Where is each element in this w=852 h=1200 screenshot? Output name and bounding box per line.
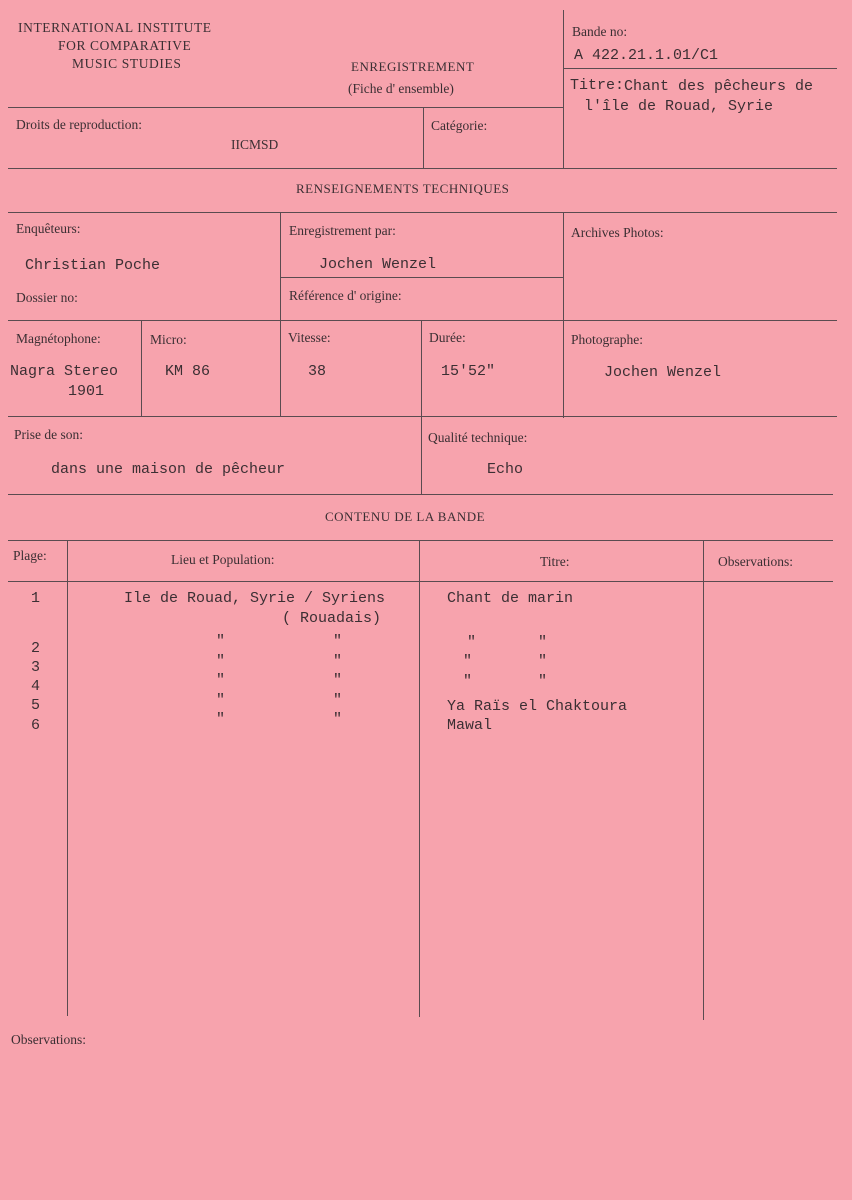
magnetophone-value1: Nagra Stereo — [10, 363, 119, 380]
table-row-plage: 2 — [31, 640, 41, 657]
ditto-mark: " — [333, 633, 343, 650]
titre-line1: Chant des pêcheurs de — [624, 78, 814, 95]
qualite-label: Qualité technique: — [428, 430, 528, 445]
table-row-titre: Chant de marin — [447, 590, 574, 607]
col-header-lieu: Lieu et Population: — [171, 552, 275, 567]
ditto-mark: " — [216, 692, 226, 709]
rule-table-col2 — [419, 540, 420, 1017]
table-row-plage: 5 — [31, 697, 41, 714]
photographe-value: Jochen Wenzel — [604, 364, 722, 381]
ditto-mark: " — [216, 672, 226, 689]
bande-value: A 422.21.1.01/C1 — [574, 47, 719, 64]
section-renseignements: RENSEIGNEMENTS TECHNIQUES — [296, 181, 510, 196]
observations-label: Observations: — [11, 1032, 86, 1047]
archives-label: Archives Photos: — [571, 225, 664, 240]
table-row-plage: 3 — [31, 659, 41, 676]
droits-label: Droits de reproduction: — [16, 117, 142, 132]
ditto-mark: " — [216, 653, 226, 670]
ditto-mark: " — [333, 672, 343, 689]
bande-label: Bande no: — [572, 24, 628, 39]
rule-magneto-micro — [141, 320, 142, 416]
rule-contenu-bottom — [8, 540, 833, 541]
rule-droits-categorie — [423, 107, 424, 168]
enregistrement-par-label: Enregistrement par: — [289, 223, 396, 238]
rule-v2 — [563, 212, 564, 418]
micro-label: Micro: — [150, 332, 187, 347]
magnetophone-value2: 1901 — [68, 383, 105, 400]
institute-line2: FOR COMPARATIVE — [58, 38, 192, 53]
rule-row3-bottom — [8, 494, 833, 495]
ditto-mark: " — [216, 711, 226, 728]
table-row-lieu: Ile de Rouad, Syrie / Syriens — [124, 590, 386, 607]
table-row-plage: 4 — [31, 678, 41, 695]
table-row-lieu-cont: ( Rouadais) — [282, 610, 382, 627]
categorie-label: Catégorie: — [431, 118, 488, 133]
rule-enreg-ref — [280, 277, 563, 278]
rule-header-bottom — [8, 168, 837, 169]
magnetophone-label: Magnétophone: — [16, 331, 101, 346]
vitesse-value: 38 — [308, 363, 327, 380]
ditto-mark: " — [463, 673, 473, 690]
ditto-mark: " — [333, 653, 343, 670]
ditto-mark: " — [467, 634, 477, 651]
prise-value: dans une maison de pêcheur — [51, 461, 286, 478]
enregistrement-subtitle: (Fiche d' ensemble) — [348, 81, 454, 96]
section-contenu: CONTENU DE LA BANDE — [325, 509, 486, 524]
titre-line2: l'île de Rouad, Syrie — [584, 98, 774, 115]
ditto-mark: " — [538, 673, 548, 690]
rule-vitesse-duree — [421, 320, 422, 494]
titre-label: Titre: — [570, 77, 625, 94]
duree-label: Durée: — [429, 330, 466, 345]
ditto-mark: " — [463, 653, 473, 670]
rule-header-divider — [563, 10, 564, 168]
rule-table-col1 — [67, 540, 68, 1016]
prise-label: Prise de son: — [14, 427, 83, 442]
reference-label: Référence d' origine: — [289, 288, 402, 303]
droits-value: IICMSD — [231, 137, 279, 152]
photographe-label: Photographe: — [571, 332, 643, 347]
institute-line1: INTERNATIONAL INSTITUTE — [18, 20, 212, 35]
ditto-mark: " — [216, 633, 226, 650]
rule-table-col3 — [703, 540, 704, 1020]
col-header-observations: Observations: — [718, 554, 793, 569]
ditto-mark: " — [333, 692, 343, 709]
ditto-mark: " — [333, 711, 343, 728]
enregistrement-title: ENREGISTREMENT — [351, 59, 475, 74]
table-row-plage: 1 — [31, 590, 41, 607]
enregistrement-par-value: Jochen Wenzel — [319, 256, 437, 273]
qualite-value: Echo — [487, 461, 524, 478]
table-row-titre: Ya Raïs el Chaktoura — [447, 698, 628, 715]
ditto-mark: " — [538, 653, 548, 670]
enqueteurs-label: Enquêteurs: — [16, 221, 81, 236]
rule-row3-top — [8, 416, 837, 417]
rule-table-header — [8, 581, 833, 582]
micro-value: KM 86 — [165, 363, 211, 380]
vitesse-label: Vitesse: — [288, 330, 331, 345]
rule-v1 — [280, 212, 281, 416]
dossier-label: Dossier no: — [16, 290, 78, 305]
col-header-titre: Titre: — [540, 554, 570, 569]
table-row-titre: Mawal — [447, 717, 493, 734]
rule-bande-titre — [563, 68, 837, 69]
duree-value: 15'52" — [441, 363, 496, 380]
enqueteurs-value: Christian Poche — [25, 257, 161, 274]
col-header-plage: Plage: — [13, 548, 47, 563]
institute-line3: MUSIC STUDIES — [72, 56, 182, 71]
rule-top-left — [8, 107, 563, 108]
rule-row2-top — [8, 320, 837, 321]
ditto-mark: " — [538, 634, 548, 651]
table-row-plage: 6 — [31, 717, 41, 734]
rule-renseignements-bottom — [8, 212, 837, 213]
